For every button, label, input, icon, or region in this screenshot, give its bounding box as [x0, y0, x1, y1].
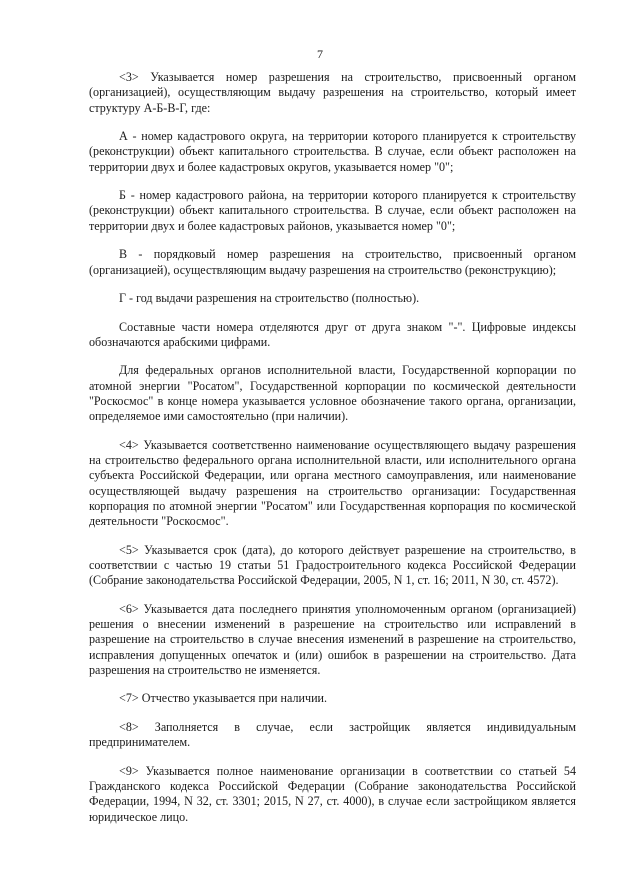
footnote-9-paragraph: <9> Указывается полное наименование организации в соответствии со статьей 54 Гражданского кодекса Российской Федерации (Собрание законодательства Российской Федерации, 1994, N 32, ст. 3301; 2015, N 27, ст. 4000), в случае если застройщиком является юридическое лицо.: [89, 763, 576, 824]
page-number: 7: [317, 47, 323, 61]
footnote-5-paragraph: <5> Указывается срок (дата), до которого действует разрешение на строительство, в соответствии с частью 19 статьи 51 Градостроительного кодекса Российской Федерации (Собрание законодательства Российской Федерации, 2005, N 1, ст. 16; 2011, N 30, ст. 4572).: [89, 542, 576, 588]
footnote-6-paragraph: <6> Указывается дата последнего принятия уполномоченным органом (организацией) решения о внесении изменений в разрешение на строительство или исправлений в разрешение на строительство в случае внесения изменений в разрешение на строительство, исправления допущенных опечаток и (или) ошибок в разрешении на строительство. Дата разрешения на строительство не изменяется.: [89, 601, 576, 677]
structure-part-a-paragraph: А - номер кадастрового округа, на территории которого планируется к строительству (реконструкции) объект капитального строительства. В случае, если объект расположен на территории двух и более кадастровых округов, указывается номер "0";: [89, 129, 576, 174]
footnote-4-paragraph: <4> Указывается соответственно наименование осуществляющего выдачу разрешения на строительство федерального органа исполнительной власти, или исполнительного органа субъекта Российской Федерации, или органа местного самоуправления, или наименование осуществляющей выдачу разрешения на строительство организации: Государственная корпорация по атомной энергии "Росатом" или Государственная корпорация по космической деятельности "Роскосмос".: [89, 437, 576, 529]
structure-part-v-paragraph: В - порядковый номер разрешения на строительство, присвоенный органом (организацией), осуществляющим выдачу разрешения на строительство (реконструкцию);: [89, 247, 576, 277]
footnote-8-paragraph: <8> Заполняется в случае, если застройщик является индивидуальным предпринимателем.: [89, 719, 576, 750]
structure-part-g-paragraph: Г - год выдачи разрешения на строительство (полностью).: [119, 291, 420, 306]
footnote-7-paragraph: <7> Отчество указывается при наличии.: [119, 691, 328, 706]
footnote-3-paragraph: <3> Указывается номер разрешения на строительство, присвоенный органом (организацией), осуществляющим выдачу разрешения на строительство, который имеет структуру А-Б-В-Г, где:: [89, 70, 576, 115]
number-separator-paragraph: Составные части номера отделяются друг от друга знаком "-". Цифровые индексы обозначаются арабскими цифрами.: [89, 319, 576, 349]
document-body: [89, 70, 576, 838]
federal-bodies-paragraph: Для федеральных органов исполнительной власти, Государственной корпорации по атомной энергии "Росатом", Государственной корпорации по космической деятельности "Роскосмос" в конце номера указывается условное обозначение такого органа, организации, определяемое ими самостоятельно (при наличии).: [89, 363, 576, 424]
structure-part-b-paragraph: Б - номер кадастрового района, на территории которого планируется к строительству (реконструкции) объект капитального строительства. В случае, если объект расположен на территории двух и более кадастровых районов, указывается номер "0";: [89, 188, 576, 233]
